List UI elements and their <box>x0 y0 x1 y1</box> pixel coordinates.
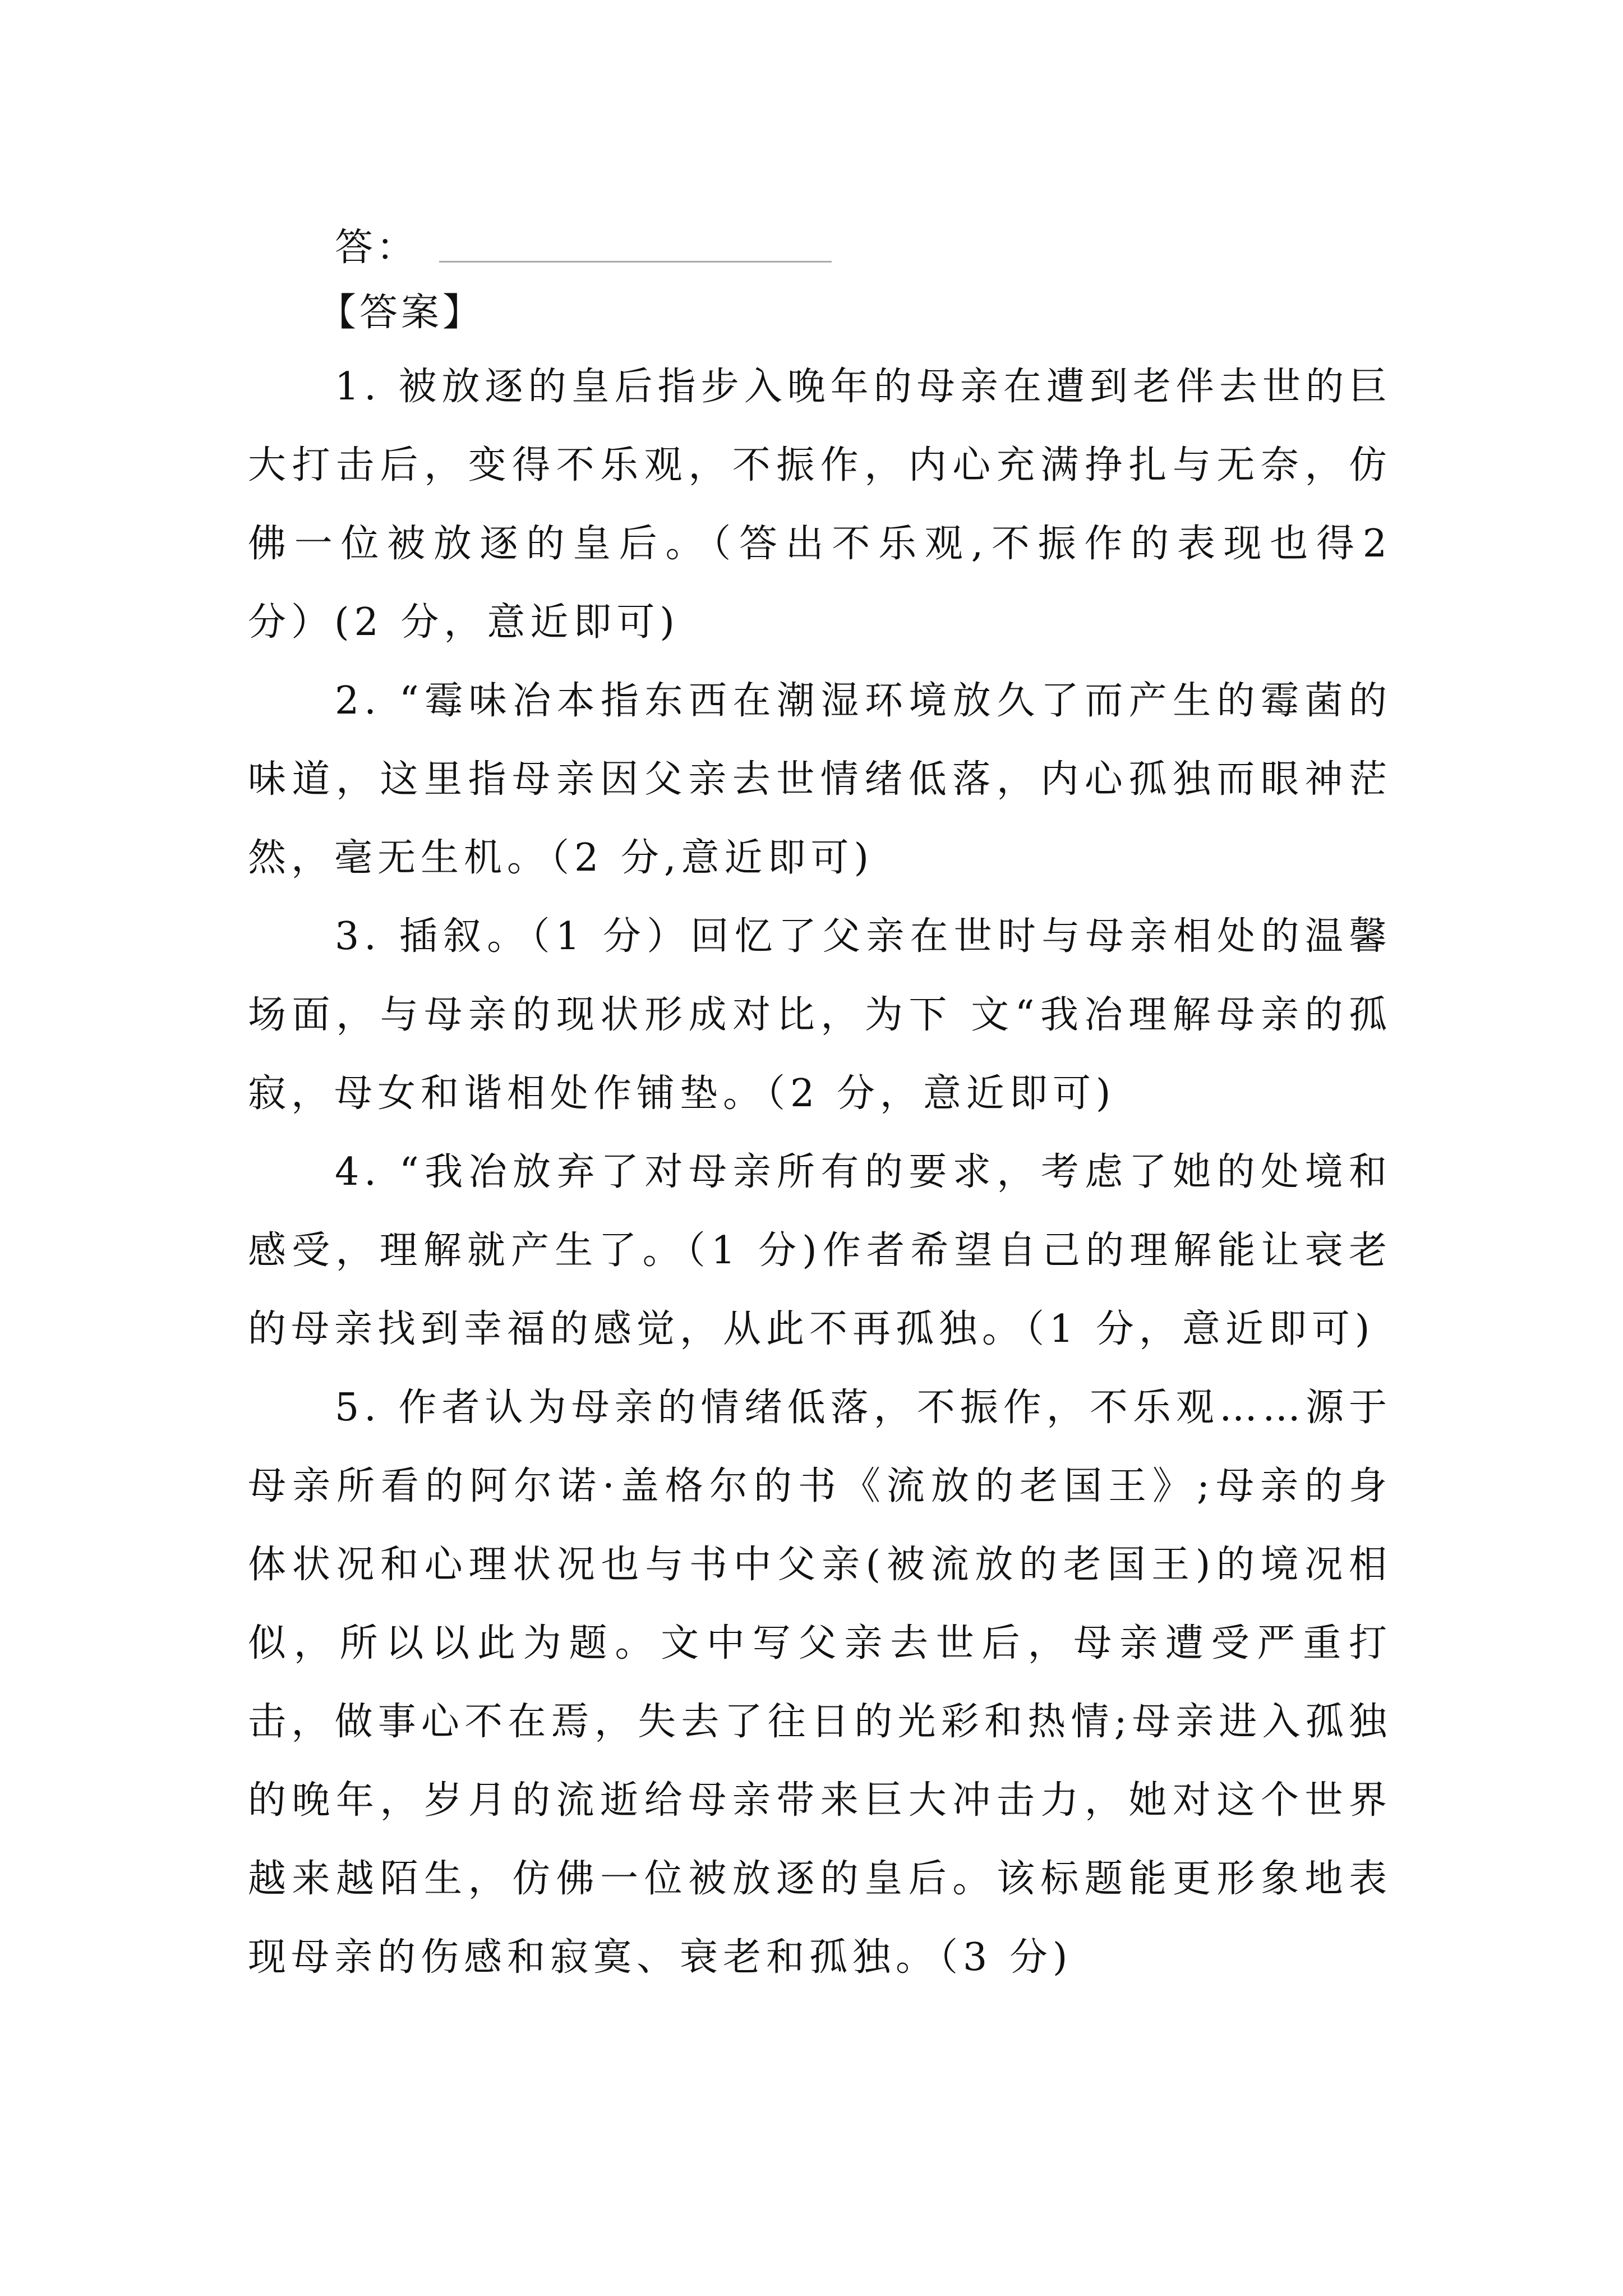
answer-item-1: 1. 被放逐的皇后指步入晚年的母亲在遭到老伴去世的巨大打击后，变得不乐观，不振作，内心充满挣扎与无奈，仿佛一位被放逐的皇后。（答出不乐观,不振作的表现也得2 分）(2 分，意近即可) <box>248 365 1392 645</box>
answer-item-2: 2. “霉味冶本指东西在潮湿环境放久了而产生的霉菌的味道，这里指母亲因父亲去世情绪低落，内心孤独而眼神茫然，毫无生机。（2 分,意近即可) <box>248 679 1392 880</box>
answer-item-4: 4. “我冶放弃了对母亲所有的要求，考虑了她的处境和感受，理解就产生了。（1 分)作者希望自己的理解能让衰老的母亲找到幸福的感觉，从此不再孤独。（1 分，意近即可) <box>248 1150 1392 1351</box>
answer-content <box>248 210 1392 1997</box>
section-heading: 【答案】 <box>318 291 485 335</box>
answer-item-5: 5. 作者认为母亲的情绪低落，不振作，不乐观……源于母亲所看的阿尔诺·盖格尔的书《流放的老国王》;母亲的身体状况和心理状况也与书中父亲(被流放的老国王)的境况相似，所以以此为题。文中写父亲去世后，母亲遭受严重打击，做事心不在焉，失去了往日的光彩和热情;母亲进入孤独的晚年，岁月的流逝给母亲带来巨大冲击力，她对这个世界越来越陌生，仿佛一位被放逐的皇后。该标题能更形象地表现母亲的伤感和寂寞、衰老和孤独。（3 分) <box>248 1386 1392 1980</box>
answer-prompt: 答： <box>335 225 418 270</box>
answer-line <box>248 210 1392 278</box>
answer-blank[interactable] <box>439 237 832 263</box>
answer-item-3: 3. 插叙。（1 分）回忆了父亲在世时与母亲相处的温馨场面，与母亲的现状形成对比，为下 文“我冶理解母亲的孤寂，母女和谐相处作铺垫。（2 分，意近即可) <box>248 914 1392 1116</box>
